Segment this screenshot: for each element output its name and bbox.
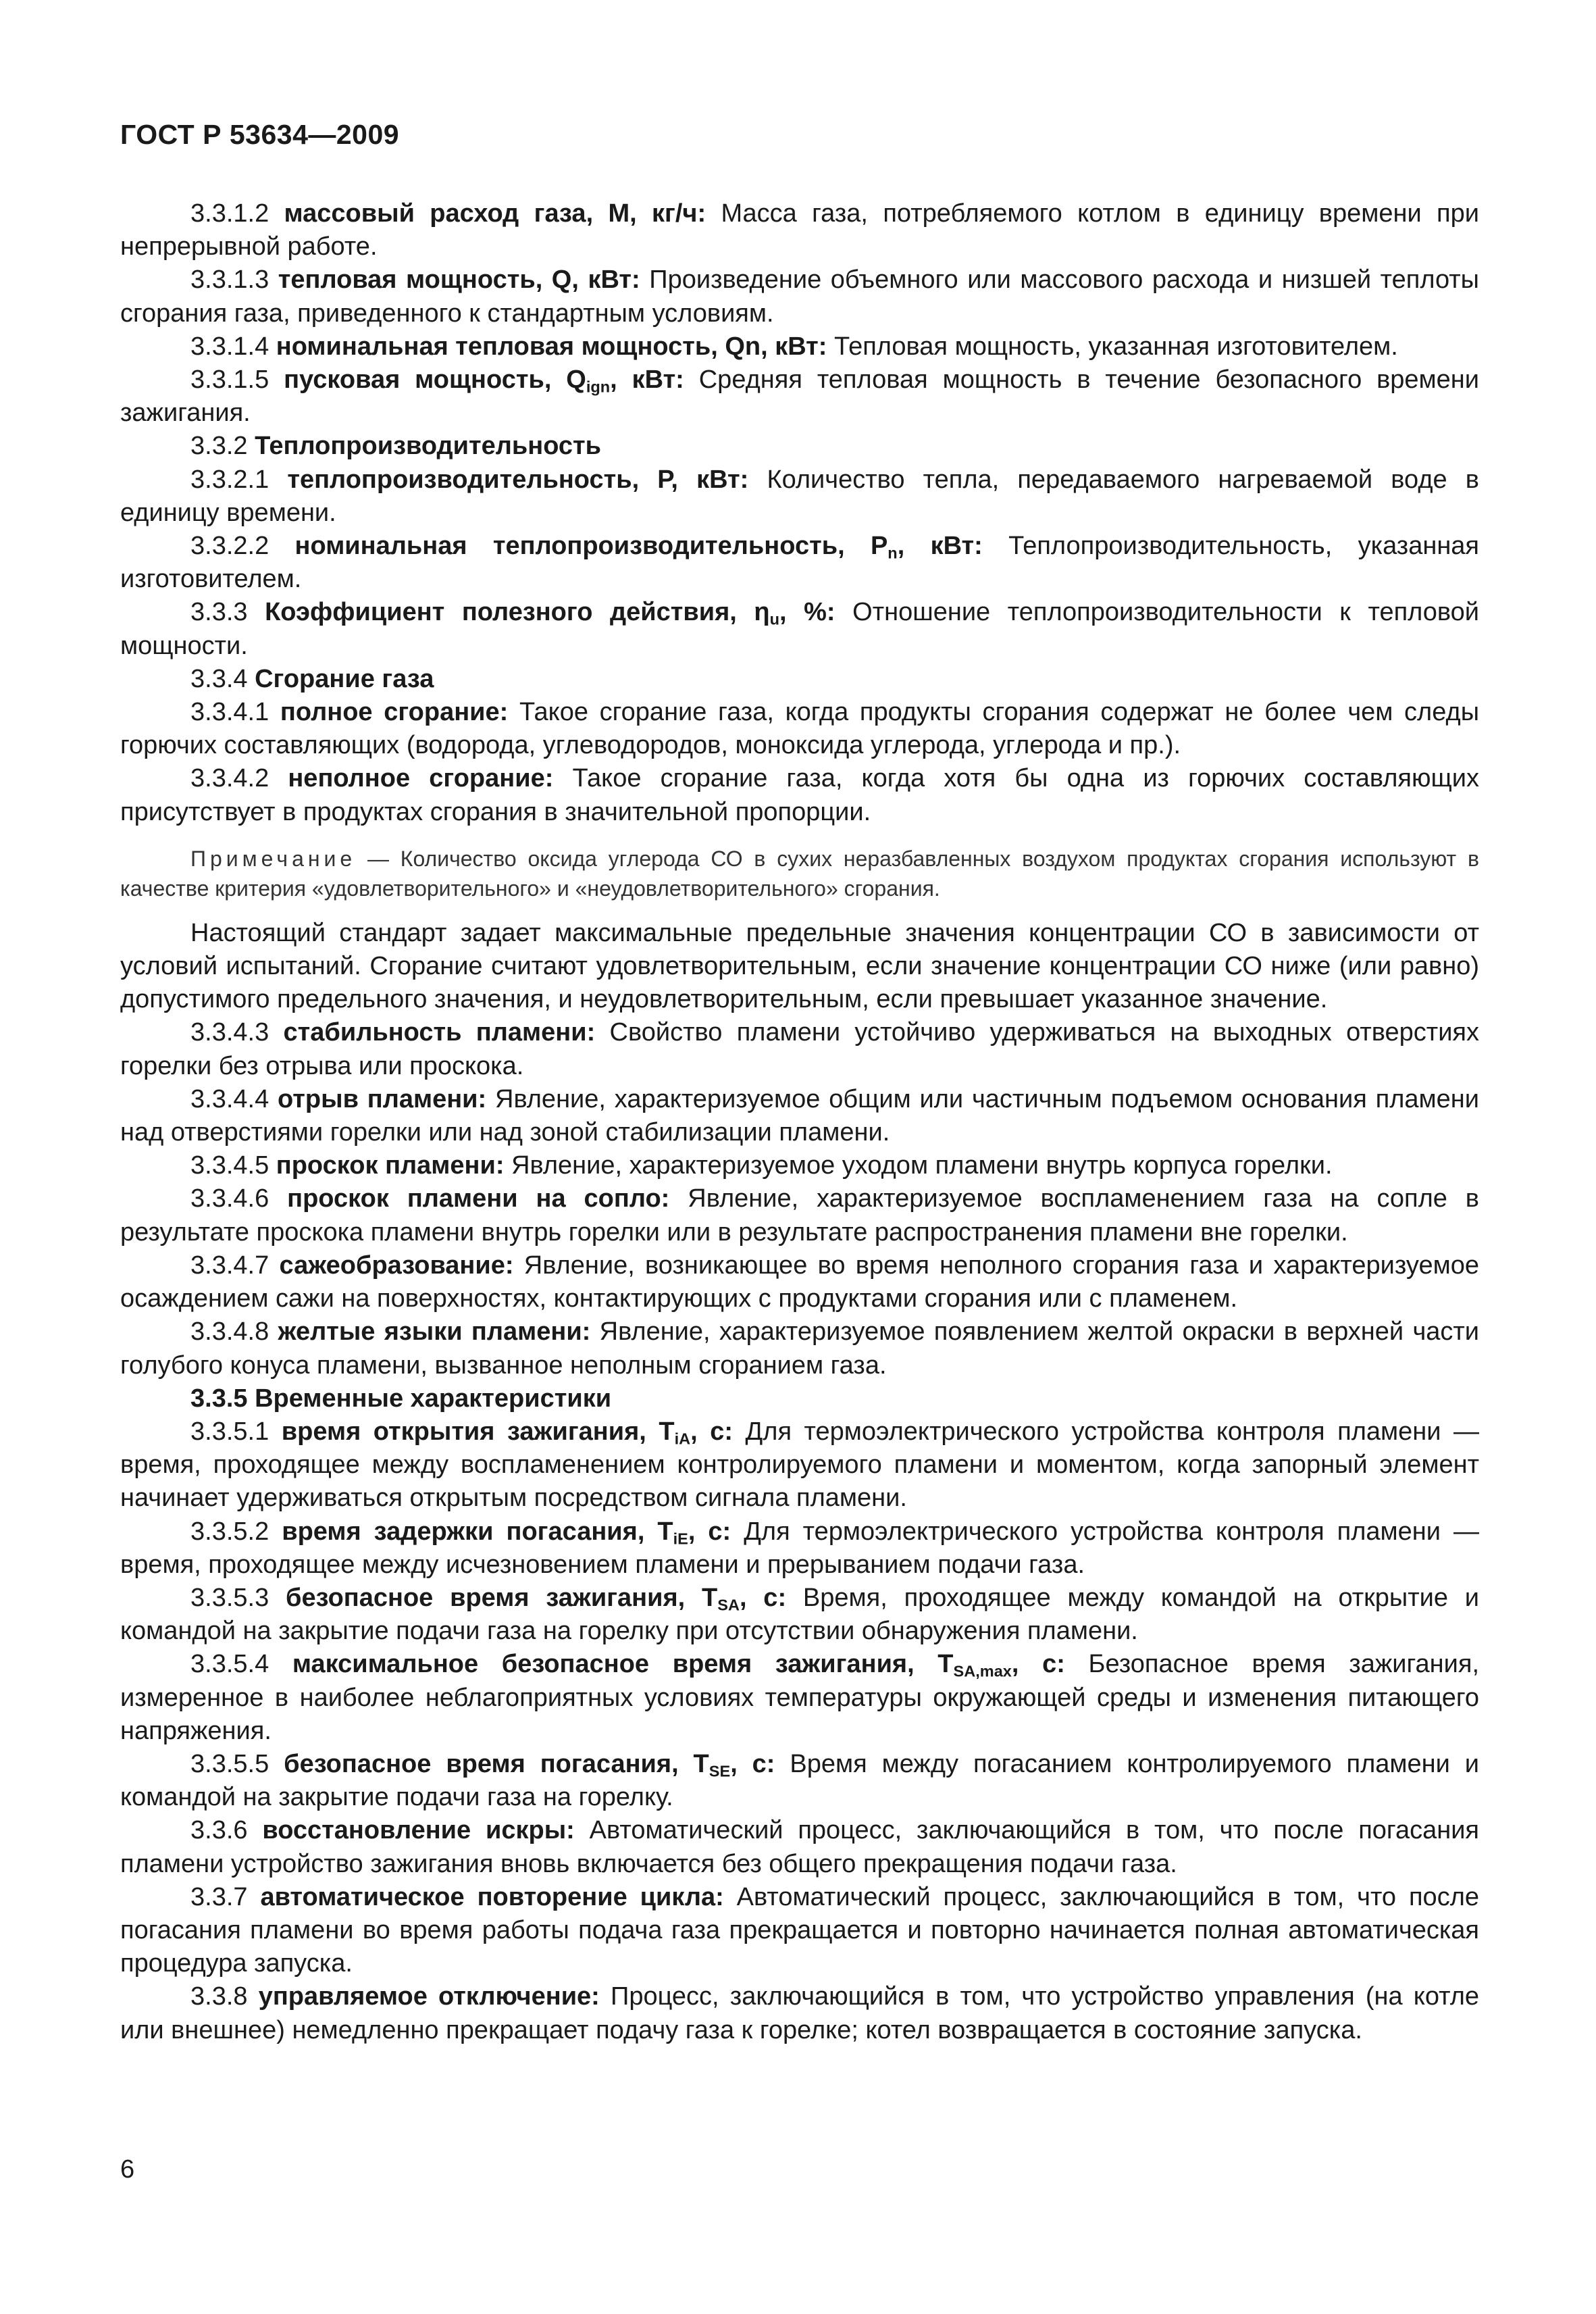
- definition-paragraph: [120, 430, 1479, 463]
- term: номинальная теплопроизводительность, Р: [294, 532, 888, 561]
- document-body: [120, 197, 1479, 2047]
- term: восстановление искры:: [262, 1816, 575, 1845]
- definition-paragraph: [120, 1515, 1479, 1582]
- definition-text: Теплопроизводительность, указанная изготовителем.: [120, 532, 1480, 594]
- clause-number: 3.3.4.1: [190, 698, 280, 727]
- term: Коэффициент полезного действия, η: [265, 598, 770, 627]
- definition-text: Время, проходящее между командой на открытие и командой на закрытие подачи газа на горелку при отсутствии обнаружения пламени.: [120, 1583, 1480, 1646]
- definition-paragraph: [120, 263, 1479, 330]
- term: Теплопроизводительность: [255, 432, 602, 461]
- clause-number: 3.3.5.2: [190, 1517, 282, 1546]
- term: неполное сгорание:: [288, 764, 554, 793]
- definition-paragraph: [120, 1315, 1479, 1382]
- clause-number: 3.3.7: [190, 1882, 261, 1911]
- definitions-block-1: [120, 197, 1479, 829]
- definition-paragraph: [120, 1149, 1479, 1182]
- definition-text: Такое сгорание газа, когда продукты сгорания содержат не более чем следы горючих составляющих (водорода, углеводородов, моноксида углерода, углерода и пр.).: [120, 698, 1480, 760]
- page-number: 6: [120, 2155, 135, 2184]
- term: автоматическое повторение цикла:: [260, 1882, 724, 1911]
- note-text: — Количество оксида углерода СО в сухих неразбавленных воздухом продуктах сгорания используют в качестве критерия «удовлетворительного» и «неудовлетворительного» сгорания.: [120, 846, 1479, 901]
- term: желтые языки пламени:: [278, 1317, 591, 1347]
- term: безопасное время погасания, Т: [284, 1749, 709, 1778]
- term-subscript: u: [769, 611, 779, 629]
- definition-paragraph: [120, 1016, 1479, 1082]
- clause-number: 3.3.4.4: [190, 1084, 278, 1113]
- term-suffix: , кВт:: [610, 366, 684, 395]
- definition-paragraph: [120, 463, 1479, 530]
- clause-number: 3.3.4: [190, 664, 255, 693]
- clause-number: 3.3.4.8: [190, 1317, 278, 1347]
- definition-text: Свойство пламени устойчиво удерживаться на выходных отверстиях горелки без отрыва или проскока.: [120, 1018, 1480, 1080]
- definition-paragraph: [120, 762, 1479, 828]
- definition-text: Процесс, заключающийся в том, что устройство управления (на котле или внешнее) немедленно прекращает подачу газа к горелке; котел возвращается в состояние запуска.: [120, 1982, 1479, 2044]
- definition-paragraph: [120, 197, 1479, 263]
- term: полное сгорание:: [280, 698, 509, 727]
- clause-number: 3.3.8: [190, 1982, 259, 2011]
- clause-number: 3.3.2.1: [190, 465, 288, 494]
- term-suffix: , с:: [1011, 1650, 1065, 1679]
- clause-number: 3.3.5.4: [190, 1650, 292, 1679]
- term-subscript: SE: [709, 1762, 731, 1780]
- definition-text: Явление, характеризуемое общим или частичным подъемом основания пламени над отверстиями горелки или над зоной стабилизации пламени.: [120, 1084, 1479, 1147]
- plain-paragraph: Настоящий стандарт задает максимальные предельные значения концентрации СО в зависимости от условий испытаний. Сгорание считают удовлетворительным, если значение концентрации СО ниже (или равно) допустимого предельного значения, и неудовлетворительным, если превышает указанное значение.: [120, 918, 1479, 1014]
- term-subscript: iA: [674, 1430, 691, 1448]
- clause-number: 3.3.6: [190, 1816, 263, 1845]
- term: время открытия зажигания, Т: [281, 1417, 675, 1446]
- term: стабильность пламени:: [283, 1018, 596, 1047]
- definition-paragraph: [120, 1182, 1479, 1249]
- term-suffix: , М, кг/ч:: [586, 199, 706, 228]
- term: максимальное безопасное время зажигания, Т: [292, 1650, 954, 1679]
- definition-text: Отношение теплопроизводительности к тепловой мощности.: [120, 598, 1480, 660]
- definition-text: Явление, характеризуемое уходом пламени внутрь корпуса горелки.: [504, 1151, 1333, 1180]
- definition-paragraph: [120, 1249, 1479, 1315]
- clause-number: 3.3.2.2: [190, 532, 295, 561]
- definition-paragraph: [120, 1382, 1479, 1415]
- clause-number: 3.3.3: [190, 598, 265, 627]
- definition-text: Масса газа, потребляемого котлом в единицу времени при непрерывной работе.: [120, 199, 1479, 261]
- definition-paragraph: [120, 1814, 1479, 1880]
- definition-paragraph: [120, 1083, 1479, 1149]
- term-suffix: , с:: [739, 1583, 787, 1612]
- definition-paragraph: [120, 696, 1479, 762]
- definition-paragraph: [120, 1582, 1479, 1648]
- definitions-block-2: [120, 1016, 1479, 2046]
- clause-number: 3.3.5.1: [190, 1417, 282, 1446]
- definition-paragraph: [120, 330, 1479, 363]
- clause-number: 3.3.1.5: [190, 366, 284, 395]
- term-suffix: , с:: [688, 1517, 731, 1546]
- term: отрыв пламени:: [278, 1084, 487, 1113]
- term: безопасное время зажигания, Т: [286, 1583, 718, 1612]
- definition-text: Явление, характеризуемое воспламенением газа на сопле в результате проскока пламени внутрь горелки или в результате распространения пламени вне горелки.: [120, 1184, 1479, 1247]
- term: Временные характеристики: [255, 1384, 612, 1413]
- term-suffix: , %:: [779, 598, 835, 627]
- definition-text: Количество тепла, передаваемого нагреваемой воде в единицу времени.: [120, 465, 1479, 527]
- definition-text: Явление, характеризуемое появлением желтой окраски в верхней части голубого конуса пламени, вызванное неполным сгоранием газа.: [120, 1317, 1480, 1380]
- definition-text: Безопасное время зажигания, измеренное в наиболее неблагоприятных условиях температуры окружающей среды и изменения питающего напряжения.: [120, 1650, 1479, 1745]
- definition-paragraph: [120, 1415, 1479, 1515]
- definition-paragraph: [120, 596, 1479, 662]
- term-subscript: iE: [673, 1530, 688, 1548]
- clause-number: 3.3.1.2: [190, 199, 284, 228]
- term-suffix: , с:: [730, 1749, 775, 1778]
- definition-paragraph: [120, 1980, 1479, 2046]
- term: проскок пламени:: [276, 1151, 505, 1180]
- definition-paragraph: [120, 1648, 1479, 1748]
- definition-paragraph: [120, 1748, 1479, 1814]
- note-paragraph: [120, 844, 1479, 903]
- definition-text: Такое сгорание газа, когда хотя бы одна из горючих составляющих присутствует в продуктах сгорания в значительной пропорции.: [120, 764, 1479, 826]
- definition-text: Автоматический процесс, заключающийся в том, что после погасания пламени во время работы подача газа прекращается и повторно начинается полная автоматическая процедура запуска.: [120, 1882, 1480, 1978]
- definition-text: Автоматический процесс, заключающийся в том, что после погасания пламени устройство зажигания вновь включается без общего прекращения подачи газа.: [120, 1816, 1479, 1878]
- document-header: ГОСТ Р 53634—2009: [120, 119, 400, 150]
- term: сажеобразование:: [279, 1251, 514, 1280]
- term-subscript: SA,max: [953, 1662, 1012, 1680]
- note-label: Примечание: [190, 846, 357, 871]
- term: теплопроизводительность, Р, кВт:: [287, 465, 749, 494]
- term: тепловая мощность, Q, кВт:: [278, 266, 640, 295]
- clause-number: 3.3.4.3: [190, 1018, 284, 1047]
- clause-number: 3.3.5.5: [190, 1749, 284, 1778]
- term: номинальная тепловая мощность, Qn, кВт:: [276, 332, 827, 361]
- definition-text: Средняя тепловая мощность в течение безопасного времени зажигания.: [120, 366, 1480, 428]
- clause-number: 3.3.4.6: [190, 1184, 288, 1213]
- term-subscript: ign: [586, 378, 611, 396]
- term-subscript: n: [887, 544, 898, 562]
- definition-paragraph: [120, 363, 1479, 430]
- clause-number: 3.3.4.5: [190, 1151, 276, 1180]
- term-suffix: , с:: [690, 1417, 733, 1446]
- definition-text: Произведение объемного или массового расхода и низшей теплоты сгорания газа, приведенного к стандартным условиям.: [120, 266, 1479, 328]
- term: проскок пламени на сопло:: [287, 1184, 670, 1213]
- definition-text: Тепловая мощность, указанная изготовителем.: [827, 332, 1398, 361]
- term: время задержки погасания, Т: [282, 1517, 673, 1546]
- term: Сгорание газа: [255, 664, 434, 693]
- clause-number: 3.3.5.3: [190, 1583, 286, 1612]
- clause-number: 3.3.4.7: [190, 1251, 280, 1280]
- clause-number: 3.3.5: [190, 1384, 255, 1413]
- definition-paragraph: [120, 1881, 1479, 1981]
- definition-paragraph: [120, 530, 1479, 596]
- term: пусковая мощность, Q: [284, 366, 586, 395]
- term: управляемое отключение:: [258, 1982, 600, 2011]
- definition-paragraph: [120, 663, 1479, 696]
- definition-text: Для термоэлектрического устройства контроля пламени — время, проходящее между исчезновением пламени и прерыванием подачи газа.: [120, 1517, 1479, 1579]
- clause-number: 3.3.4.2: [190, 764, 288, 793]
- clause-number: 3.3.1.3: [190, 266, 278, 295]
- term-subscript: SA: [717, 1596, 740, 1614]
- term-suffix: , кВт:: [897, 532, 983, 561]
- definition-text: Для термоэлектрического устройства контроля пламени — время, проходящее между воспламенением контролируемого пламени и моментом, когда запорный элемент начинает удерживаться открытым посредством сигнала пламени.: [120, 1417, 1480, 1513]
- clause-number: 3.3.1.4: [190, 332, 276, 361]
- definition-text: Время между погасанием контролируемого пламени и командой на закрытие подачи газа на горелку.: [120, 1749, 1479, 1812]
- definition-text: Явление, возникающее во время неполного сгорания газа и характеризуемое осаждением сажи на поверхностях, контактирующих с продуктами сгорания или с пламенем.: [120, 1251, 1479, 1313]
- clause-number: 3.3.2: [190, 432, 255, 461]
- term: массовый расход газа: [284, 199, 586, 228]
